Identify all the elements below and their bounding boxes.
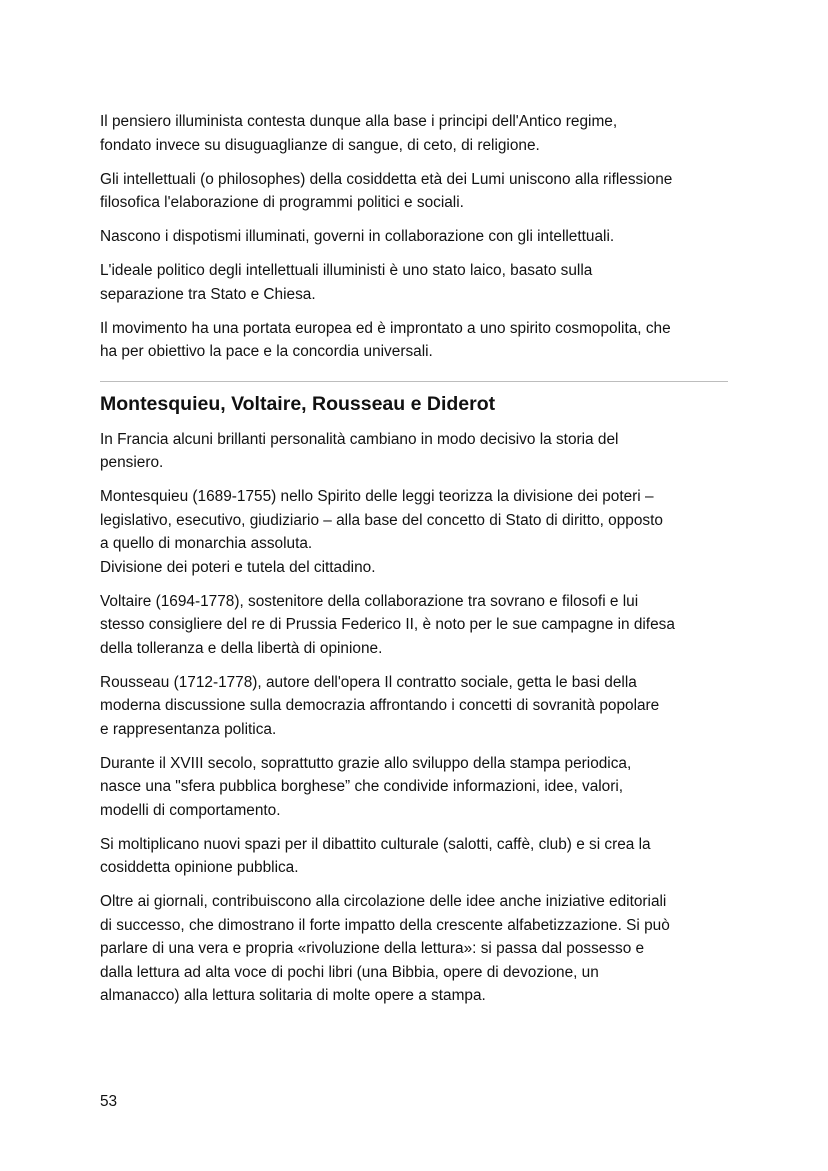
- intro-paragraph-3: Nascono i dispotismi illuminati, governi in collaborazione con gli intellettuali.: [100, 228, 615, 245]
- section-heading: Montesquieu, Voltaire, Rousseau e Diderot: [100, 392, 496, 415]
- intro-paragraph-1: Il pensiero illuminista contesta dunque alla base i principi dell'Antico regime, fondato invece su disuguaglianze di sangue, di ceto, di religione.: [100, 113, 618, 154]
- section-paragraph-6: Si moltiplicano nuovi spazi per il dibattito culturale (salotti, caffè, club) e si crea la cosiddetta opinione pubblica.: [100, 835, 651, 876]
- section-divider: [100, 381, 728, 382]
- section-paragraph-3: Voltaire (1694-1778), sostenitore della collaborazione tra sovrano e filosofi e lui stesso consigliere del re di Prussia Federico II, è noto per le sue campagne in difesa della tolleranza e della libertà di opinione.: [100, 592, 675, 657]
- intro-paragraph-2: Gli intellettuali (o philosophes) della cosiddetta età dei Lumi uniscono alla riflessione filosofica l'elaborazione di programmi politici e sociali.: [100, 170, 673, 211]
- section-paragraph-7: Oltre ai giornali, contribuiscono alla circolazione delle idee anche iniziative editoriali di successo, che dimostrano il forte impatto della crescente alfabetizzazione. Si può parlare di una vera e propria «rivoluzione della lettura»: si passa dal possesso e dalla lettura ad alta voce di pochi libri (una Bibbia, opere di devozione, un almanacco) alla lettura solitaria di molte opere a stampa.: [100, 893, 670, 1004]
- section-paragraph-4: Rousseau (1712-1778), autore dell'opera Il contratto sociale, getta le basi della moderna discussione sulla democrazia affrontando i concetti di sovranità popolare e rappresentanza politica.: [100, 673, 660, 738]
- intro-paragraph-5: Il movimento ha una portata europea ed è improntato a uno spirito cosmopolita, che ha per obiettivo la pace e la concordia universali.: [100, 319, 671, 360]
- intro-paragraph-4: L'ideale politico degli intellettuali illuministi è uno stato laico, basato sulla separazione tra Stato e Chiesa.: [100, 262, 593, 303]
- page-number: 53: [100, 1093, 118, 1110]
- section-paragraph-2: Montesquieu (1689-1755) nello Spirito delle leggi teorizza la divisione dei poteri – legislativo, esecutivo, giudiziario – alla base del concetto di Stato di diritto, opposto a quello di monarchia assoluta. Divisione dei poteri e tutela del cittadino.: [100, 488, 663, 576]
- page-body: [100, 110, 728, 1018]
- section-paragraph-1: In Francia alcuni brillanti personalità cambiano in modo decisivo la storia del pensiero.: [100, 430, 619, 471]
- section-paragraph-5: Durante il XVIII secolo, soprattutto grazie allo sviluppo della stampa periodica, nasce una "sfera pubblica borghese” che condivide informazioni, idee, valori, modelli di comportamento.: [100, 754, 632, 819]
